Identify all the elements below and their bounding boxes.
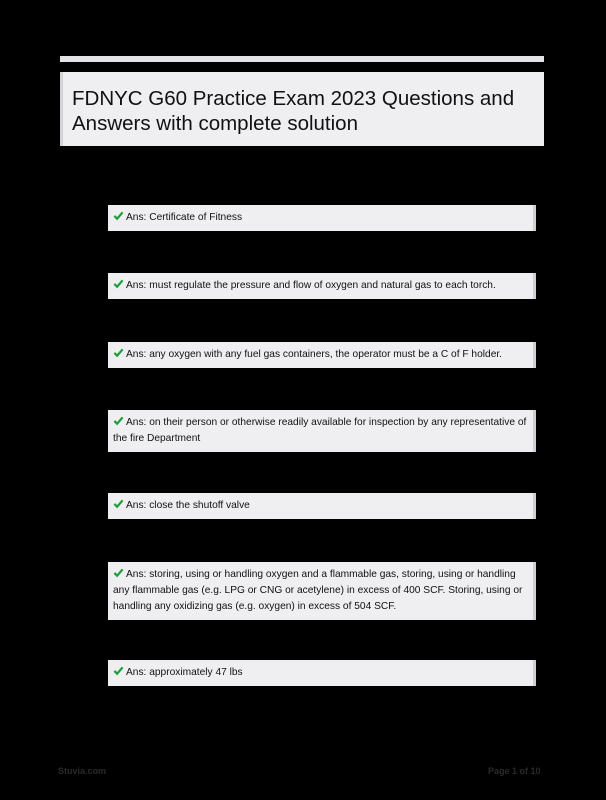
footer-page-number: Page 1 of 10 xyxy=(488,766,541,776)
answer-box xyxy=(108,493,536,519)
answer-box xyxy=(108,562,536,620)
answer-text: Ans: on their person or otherwise readily available for inspection by any representative of the fire Department xyxy=(113,417,527,444)
check-icon xyxy=(113,567,124,578)
check-icon xyxy=(113,278,124,289)
check-icon xyxy=(113,415,124,426)
answer-text: Ans: approximately 47 lbs xyxy=(126,667,243,678)
check-icon xyxy=(113,665,124,676)
answer-box xyxy=(108,273,536,299)
check-icon xyxy=(113,210,124,221)
answer-text: Ans: storing, using or handling oxygen and a flammable gas, storing, using or handling any flammable gas (e.g. LPG or CNG or acetylene) in excess of 400 SCF. Storing, using or handling any oxidizing gas (e.g. oxygen) in excess of 504 SCF. xyxy=(113,569,523,612)
answer-box xyxy=(108,342,536,368)
answer-text: Ans: close the shutoff valve xyxy=(126,500,250,511)
answer-box xyxy=(108,410,536,452)
footer-source: Stuvia.com xyxy=(58,766,107,776)
title-box xyxy=(60,72,544,146)
top-rule xyxy=(60,56,544,62)
answer-box xyxy=(108,660,536,686)
answer-box xyxy=(108,205,536,231)
check-icon xyxy=(113,347,124,358)
check-icon xyxy=(113,498,124,509)
document-title: FDNYC G60 Practice Exam 2023 Questions and Answers with complete solution xyxy=(72,87,515,135)
answer-text: Ans: must regulate the pressure and flow of oxygen and natural gas to each torch. xyxy=(126,280,496,291)
answer-text: Ans: Certificate of Fitness xyxy=(126,212,243,223)
answer-text: Ans: any oxygen with any fuel gas containers, the operator must be a C of F holder. xyxy=(126,349,503,360)
